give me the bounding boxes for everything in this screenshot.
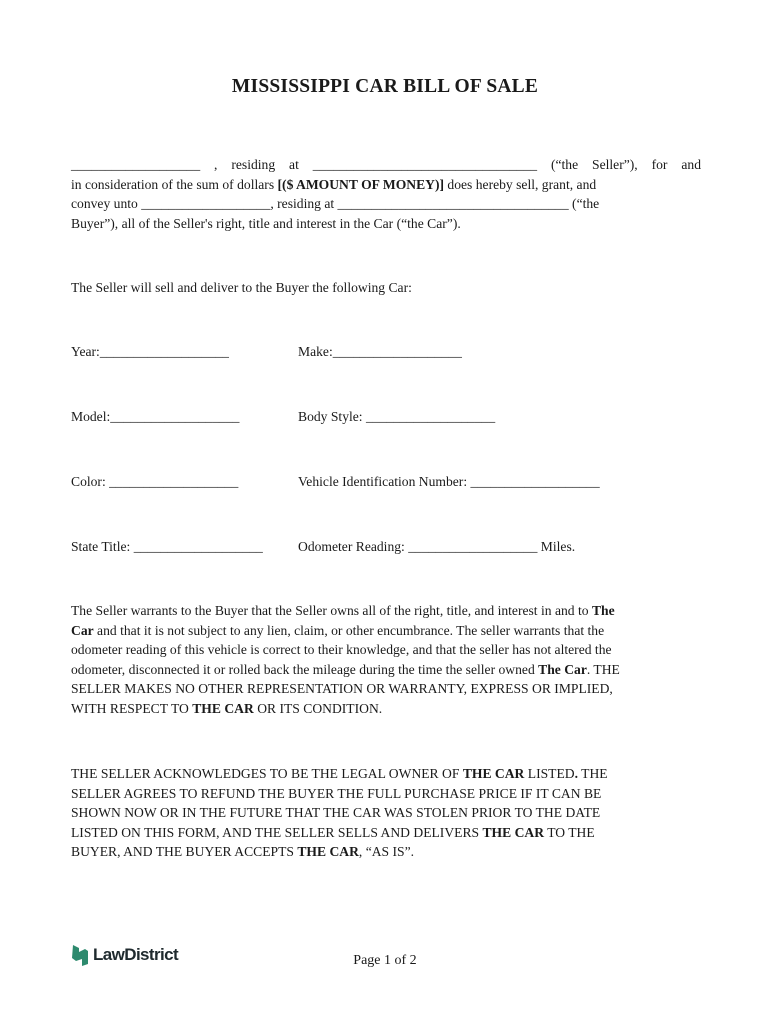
paragraph-line: SELLER MAKES NO OTHER REPRESENTATION OR WARRANTY, EXPRESS OR IMPLIED, — [71, 681, 613, 696]
bold-text: . — [574, 766, 578, 781]
bold-text: THE CAR — [462, 766, 525, 781]
seller-buyer-paragraph — [71, 155, 701, 233]
amount-placeholder: [($ AMOUNT OF MONEY)] — [277, 176, 445, 192]
paragraph-line — [71, 823, 701, 843]
text-run: and that it is not subject to any lien, claim, or other encumbrance. The seller warrants that the — [93, 622, 605, 638]
bold-text: THE CAR — [192, 700, 254, 716]
text-run: WITH RESPECT TO — [71, 700, 193, 716]
paragraph-line — [71, 764, 701, 784]
text-run: odometer, disconnected it or rolled back the mileage during the time the seller owned — [71, 661, 539, 677]
bold-text: THE CAR — [297, 844, 359, 859]
text-run: , “AS IS”. — [358, 844, 415, 859]
text-run: BUYER, AND THE BUYER ACCEPTS — [71, 844, 298, 859]
year-field[interactable]: Year:___________________ — [71, 344, 229, 359]
paragraph-line — [71, 175, 701, 195]
paragraph-line — [71, 621, 701, 641]
bold-text: The Car — [538, 661, 587, 677]
bold-text: THE CAR — [482, 824, 545, 840]
text-run: LISTED — [524, 766, 575, 781]
paragraph-line — [71, 601, 701, 621]
text-run: does hereby sell, grant, and — [444, 176, 597, 192]
paragraph-line: Buyer”), all of the Seller's right, title and interest in the Car (“the Car”). — [71, 215, 461, 231]
body-style-field[interactable]: Body Style: ___________________ — [298, 409, 496, 424]
text-run: The Seller warrants to the Buyer that the Seller owns all of the right, title, and interest in and to — [71, 603, 592, 618]
paragraph-line — [71, 699, 701, 719]
text-run: LISTED ON THIS FORM, AND THE SELLER SELLS AND DELIVERS — [71, 824, 483, 840]
odometer-field[interactable]: Odometer Reading: ___________________ Miles. — [298, 539, 576, 554]
text-run: . THE — [586, 661, 620, 677]
paragraph-line — [71, 842, 701, 862]
text-run: in consideration of the sum of dollars — [71, 176, 278, 192]
vin-field[interactable]: Vehicle Identification Number: ___________________ — [298, 474, 600, 489]
acknowledgement-paragraph — [71, 764, 701, 862]
document-title: MISSISSIPPI CAR BILL OF SALE — [231, 76, 539, 97]
text-run: THE — [578, 766, 608, 781]
bold-text: Car — [71, 622, 94, 638]
text-run: THE SELLER ACKNOWLEDGES TO BE THE LEGAL OWNER OF — [71, 766, 463, 781]
make-field[interactable]: Make:___________________ — [298, 344, 462, 359]
intro-text: The Seller will sell and deliver to the Buyer the following Car: — [71, 280, 412, 295]
text-run: OR ITS CONDITION. — [253, 700, 383, 716]
warranty-paragraph — [71, 601, 701, 718]
color-field[interactable]: Color: ___________________ — [71, 474, 239, 489]
paragraph-line: ___________________ , residing at _________________________________ (“the Seller”), for and — [71, 157, 701, 172]
text-run: TO THE — [544, 824, 595, 840]
bold-text: The — [591, 603, 615, 618]
paragraph-line — [71, 660, 701, 680]
state-title-field[interactable]: State Title: ___________________ — [71, 539, 263, 554]
logo-text: LawDistrict — [93, 945, 179, 964]
paragraph-line: convey unto ___________________, residing at __________________________________ (“the — [71, 196, 600, 211]
paragraph-line: SHOWN NOW OR IN THE FUTURE THAT THE CAR WAS STOLEN PRIOR TO THE DATE — [71, 805, 601, 820]
paragraph-line: odometer reading of this vehicle is correct to their knowledge, and that the seller has not altered the — [71, 642, 612, 657]
page-number: Page 1 of 2 — [353, 953, 417, 968]
paragraph-line: SELLER AGREES TO REFUND THE BUYER THE FULL PURCHASE PRICE IF IT CAN BE — [71, 785, 602, 801]
model-field[interactable]: Model:___________________ — [71, 409, 240, 424]
